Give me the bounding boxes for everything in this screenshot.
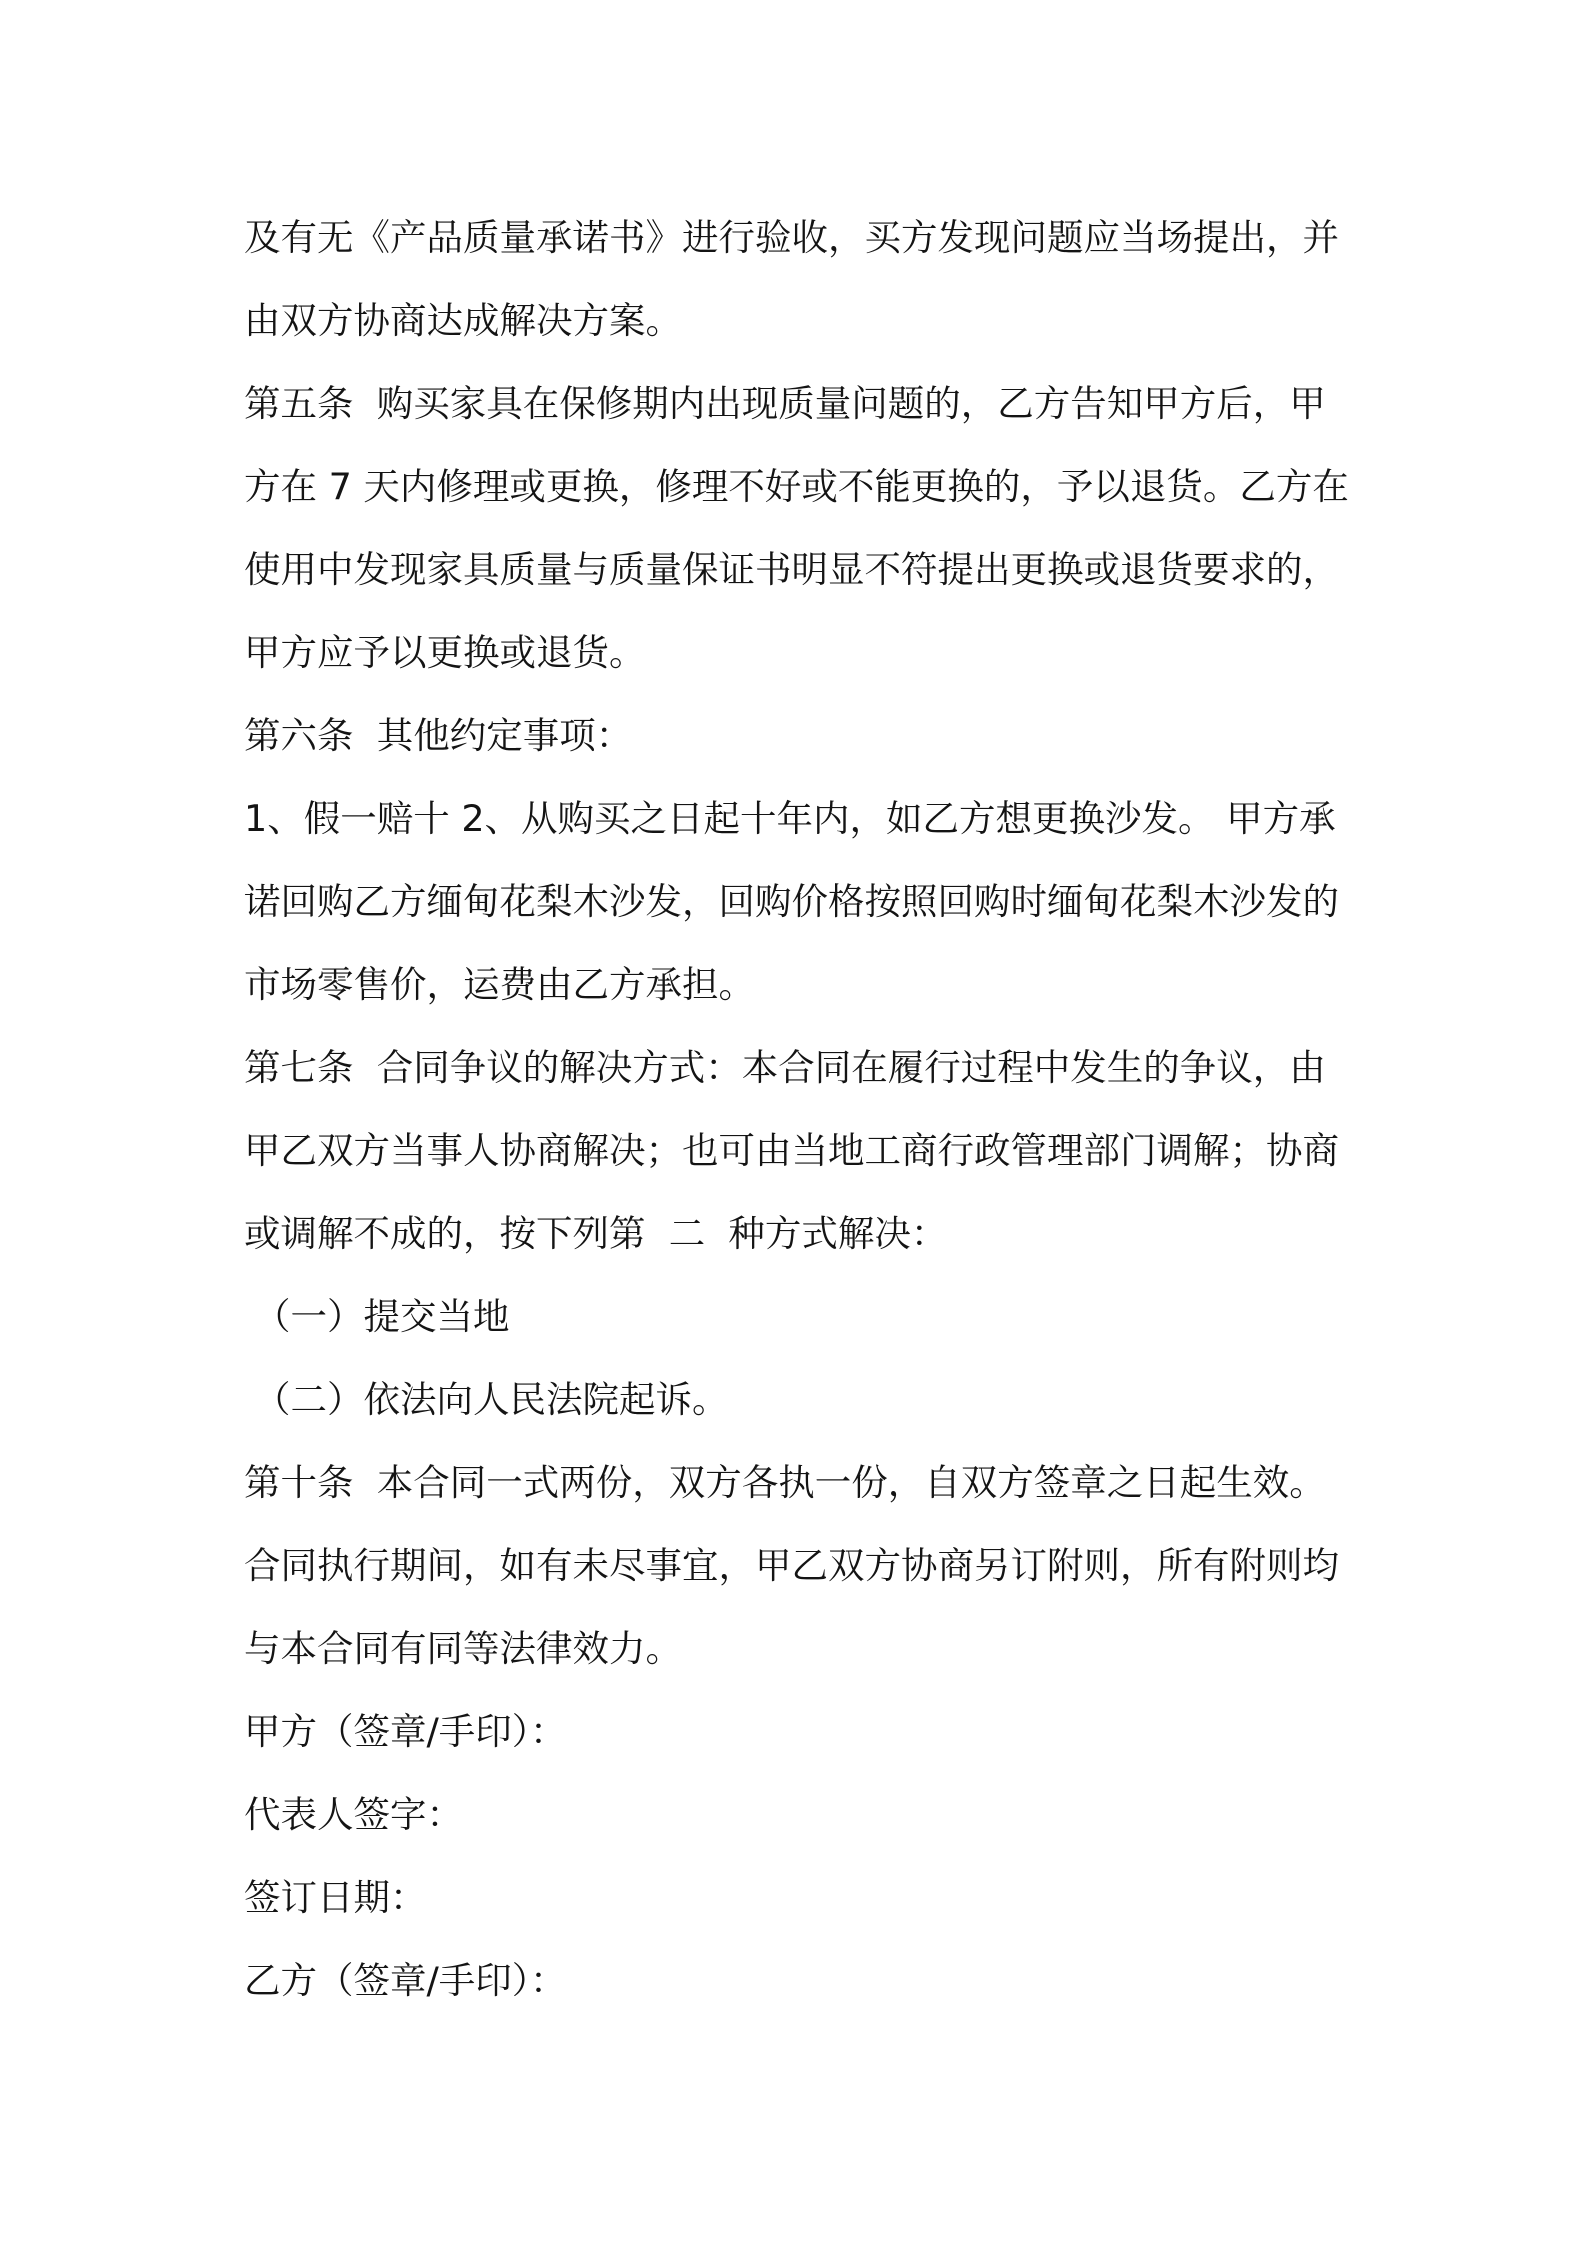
text-line: 使用中发现家具质量与质量保证书明显不符提出更换或退货要求的， — [244, 548, 1339, 591]
document-body — [244, 196, 1364, 2022]
text-line: 及有无《产品质量承诺书》进行验收，买方发现问题应当场提出，并 — [244, 216, 1339, 259]
representative-signature-line: 代表人签字： — [244, 1793, 463, 1836]
text-line: 甲乙双方当事人协商解决；也可由当地工商行政管理部门调解；协商 — [244, 1129, 1339, 1172]
party-a-signature-line: 甲方（签章/手印）： — [244, 1710, 567, 1753]
text-line: 方在 7 天内修理或更换，修理不好或不能更换的，予以退货。乙方在 — [244, 465, 1349, 508]
text-line: 市场零售价，运费由乙方承担。 — [244, 963, 755, 1006]
text-line: 甲方应予以更换或退货。 — [244, 631, 646, 674]
text-line: 诺回购乙方缅甸花梨木沙发，回购价格按照回购时缅甸花梨木沙发的 — [244, 880, 1339, 923]
signing-date-line: 签订日期： — [244, 1876, 427, 1919]
text-line: 合同执行期间，如有未尽事宜，甲乙双方协商另订附则，所有附则均 — [244, 1544, 1339, 1587]
article-6-heading-line: 第六条 其他约定事项： — [244, 714, 633, 757]
text-line: 1、假一赔十 2、从购买之日起十年内，如乙方想更换沙发。 甲方承 — [244, 797, 1336, 840]
party-b-signature-line: 乙方（签章/手印）： — [244, 1959, 567, 2002]
text-line: 或调解不成的，按下列第 二 种方式解决： — [244, 1212, 948, 1255]
article-5-heading-line: 第五条 购买家具在保修期内出现质量问题的，乙方告知甲方后，甲 — [244, 382, 1326, 425]
option-2-line: （二）依法向人民法院起诉。 — [254, 1378, 729, 1421]
text-line: 与本合同有同等法律效力。 — [244, 1627, 682, 1670]
article-10-heading-line: 第十条 本合同一式两份，双方各执一份，自双方签章之日起生效。 — [244, 1461, 1326, 1504]
article-7-heading-line: 第七条 合同争议的解决方式：本合同在履行过程中发生的争议，由 — [244, 1046, 1326, 1089]
text-line: 由双方协商达成解决方案。 — [244, 299, 682, 342]
option-1-line: （一）提交当地 — [254, 1295, 510, 1338]
